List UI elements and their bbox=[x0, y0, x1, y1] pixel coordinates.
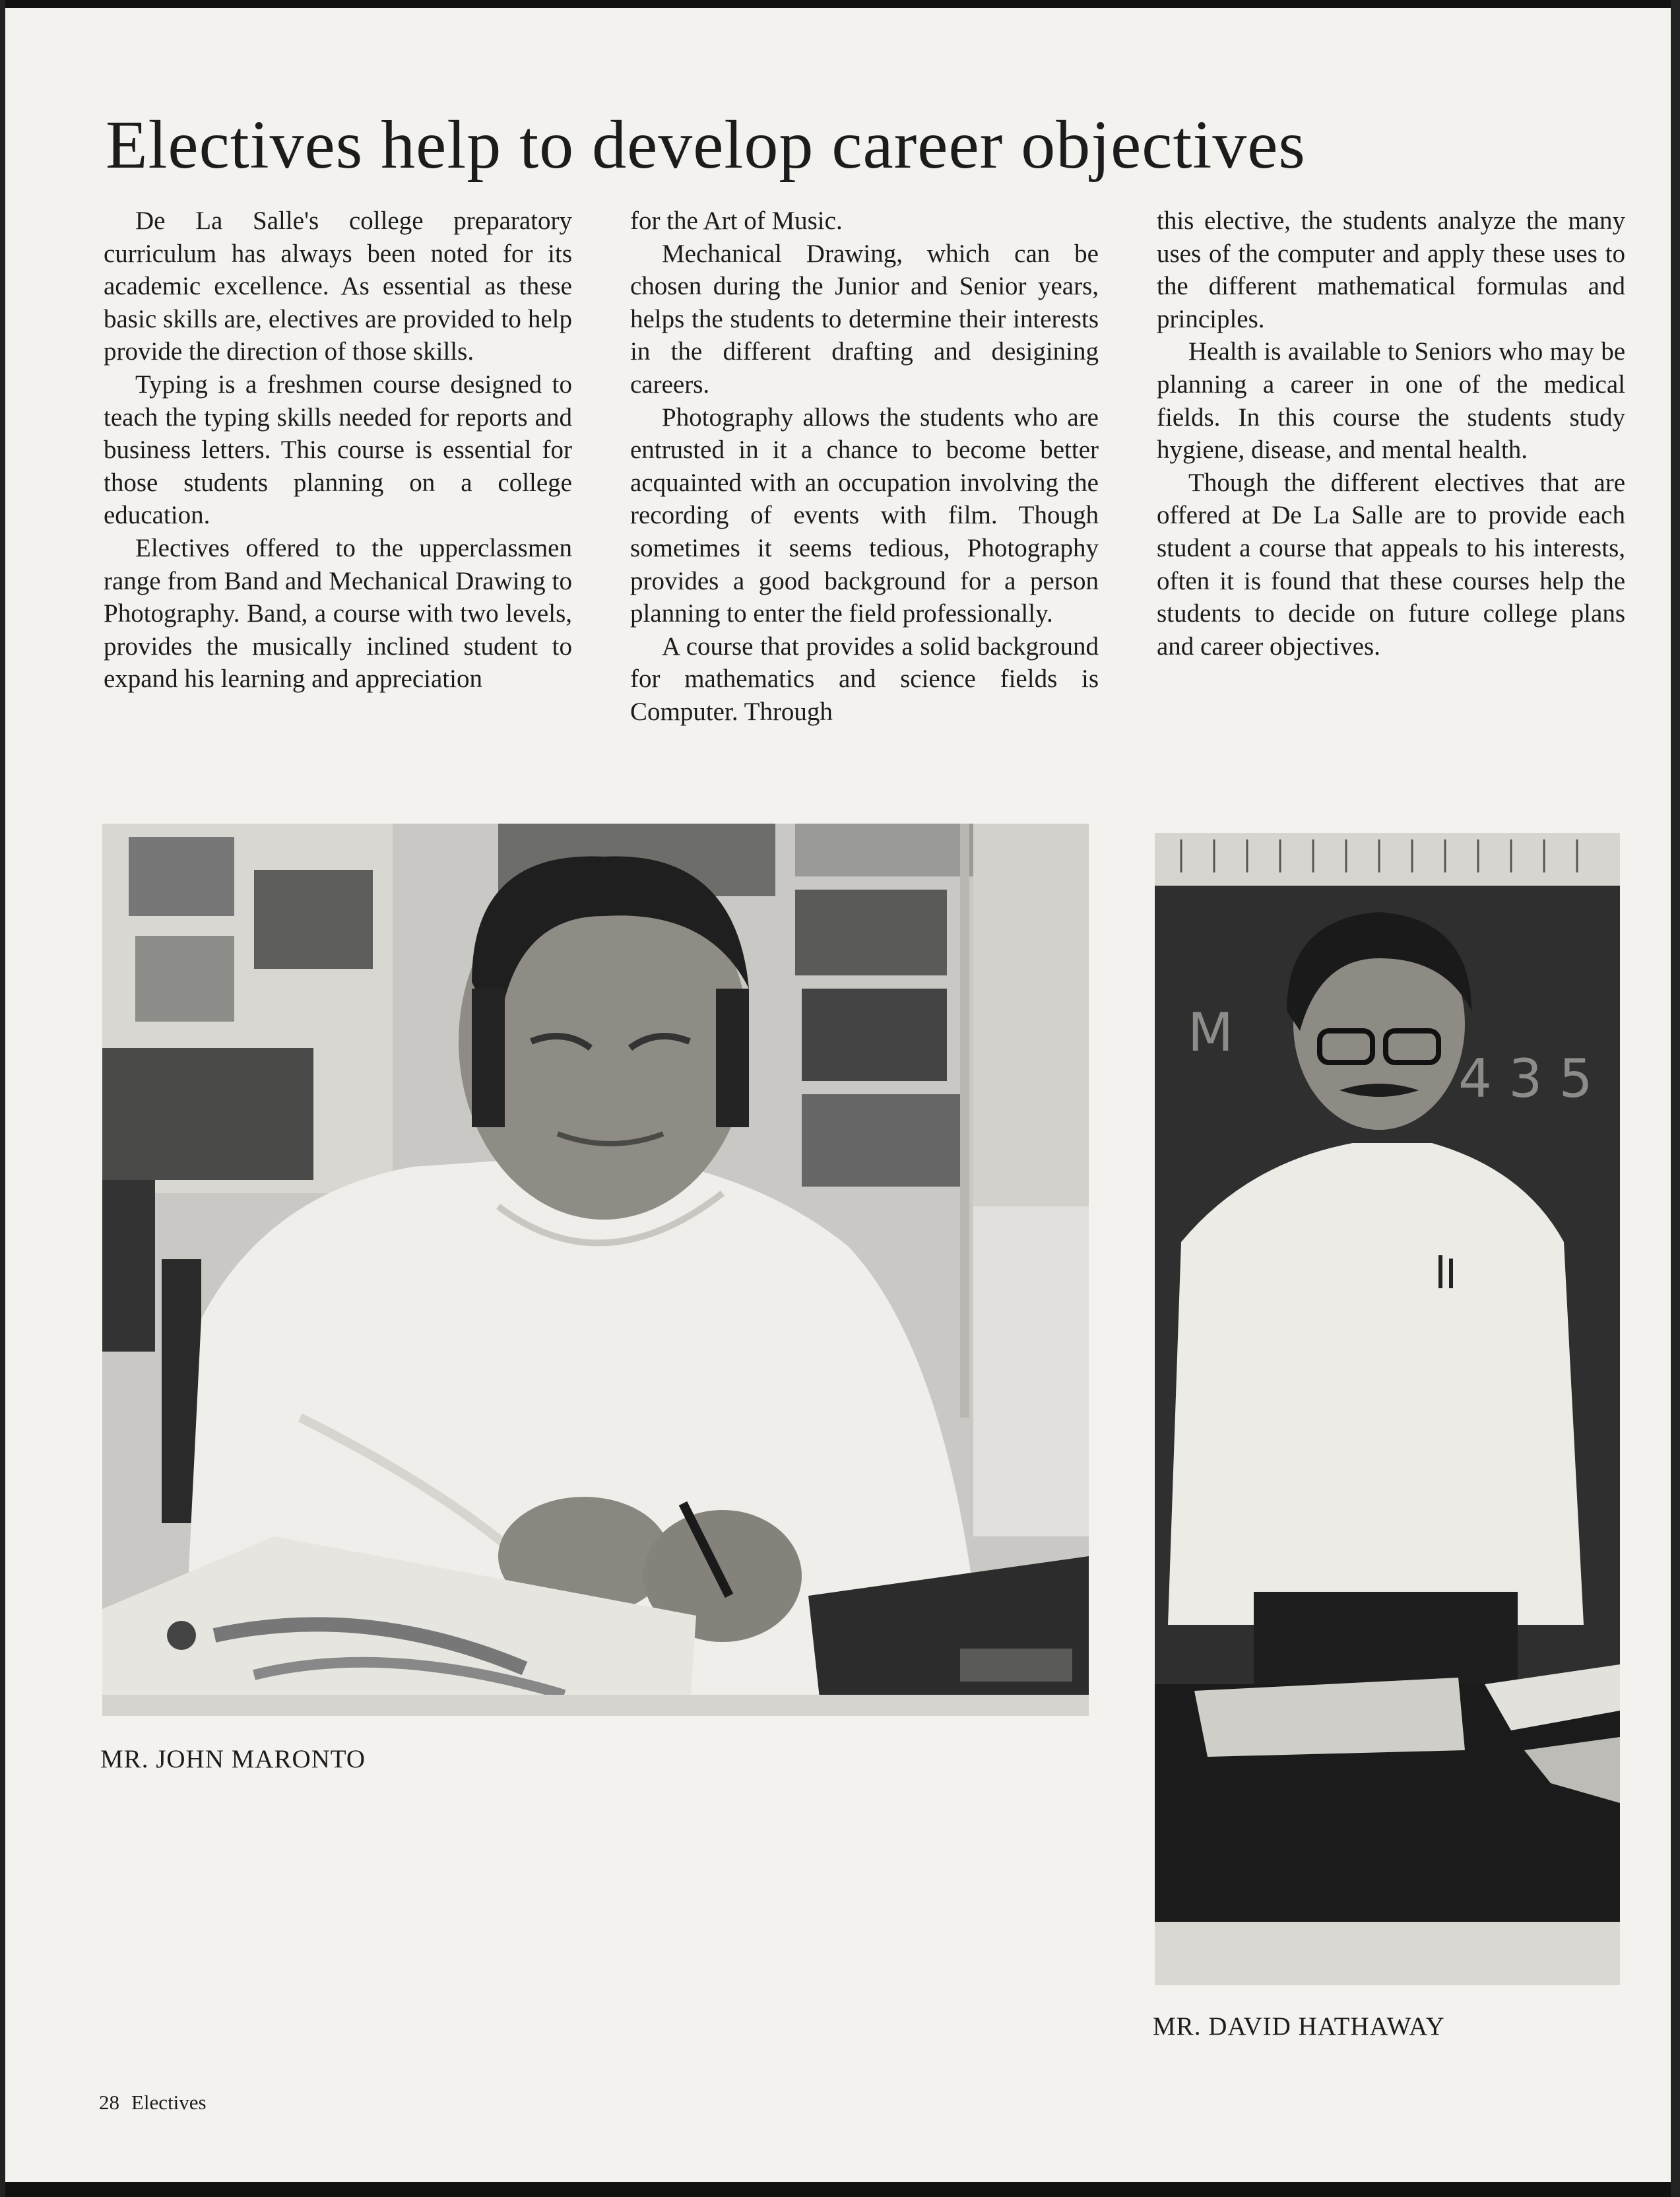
photo-caption: MR. DAVID HATHAWAY bbox=[1153, 2012, 1445, 2041]
scan-border-bottom bbox=[0, 2182, 1680, 2197]
text-column-2 bbox=[630, 205, 1099, 729]
paragraph: Health is available to Seniors who may be planning a career in one of the medical fields. In this course the students study hygiene, disease, and mental health. bbox=[1157, 337, 1625, 465]
paragraph: this elective, the students analyze the many uses of the computer and apply these uses to the different mathematical formulas and principles. bbox=[1157, 207, 1625, 333]
paragraph: De La Salle's college preparatory curriculum has always been noted for its academic excellence. As essential as these basic skills are, electives are provided to help provide the direction of those skills. bbox=[104, 207, 572, 366]
scan-border-right bbox=[1671, 0, 1680, 2197]
page-folio bbox=[99, 2091, 218, 2115]
paragraph: Photography allows the students who are entrusted in it a chance to become better acquainted with an occupation involving the recording of events with film. Though sometimes it seems tedious, Photography provides a good background for a person planning to enter the field professionally. bbox=[630, 403, 1099, 628]
paragraph: Mechanical Drawing, which can be chosen during the Junior and Senior years, helps the students to determine their interests in the different drafting and desigining careers. bbox=[630, 239, 1099, 399]
text-column-1 bbox=[104, 205, 572, 696]
text-column-3 bbox=[1157, 205, 1625, 663]
page-number: 28 bbox=[99, 2091, 119, 2114]
photo-caption: MR. JOHN MARONTO bbox=[100, 1745, 366, 1773]
section-name: Electives bbox=[131, 2091, 207, 2114]
paragraph: Typing is a freshmen course designed to teach the typing skills needed for reports and business letters. This course is essential for those students planning on a college education. bbox=[104, 370, 572, 530]
scan-border-left bbox=[0, 0, 5, 2197]
page-headline: Electives help to develop career objectives bbox=[106, 107, 1306, 183]
photo-david-hathaway bbox=[1155, 833, 1620, 1985]
scan-border-top bbox=[0, 0, 1680, 8]
paragraph: Though the different electives that are offered at De La Salle are to provide each student a course that appeals to his interests, often it is found that these courses help the students to decide on future college plans and career objectives. bbox=[1157, 468, 1625, 661]
paragraph: A course that provides a solid background for mathematics and science fields is Computer. Through bbox=[630, 632, 1099, 726]
paragraph: for the Art of Music. bbox=[630, 207, 843, 235]
photo-john-maronto bbox=[102, 824, 1089, 1716]
paragraph: Electives offered to the upperclassmen range from Band and Mechanical Drawing to Photography. Band, a course with two levels, provides the musically inclined student to expand his learning and appreciation bbox=[104, 533, 572, 694]
chalk-mark: M bbox=[1188, 1002, 1234, 1063]
chalk-mark: 4 3 5 bbox=[1458, 1048, 1593, 1109]
